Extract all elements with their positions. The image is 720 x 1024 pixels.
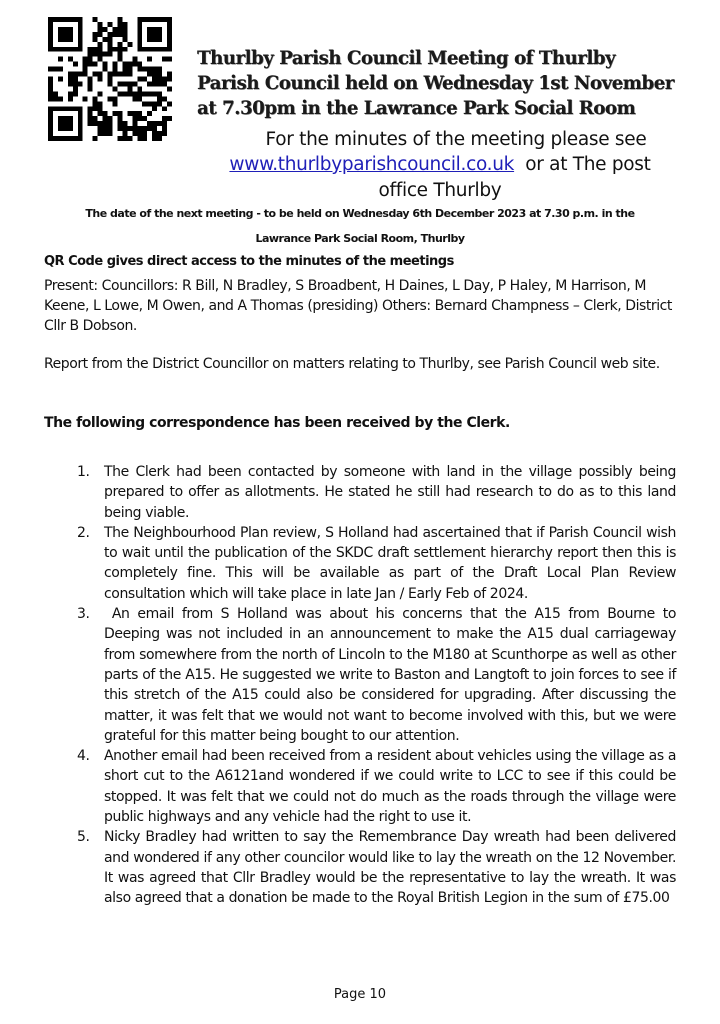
item-text: An email from S Holland was about his concerns that the A15 from Bourne to Deeping was not included in an announcement to make the A15 dual carriageway from somewhere from the north of Lincoln to the M180 at Scunthorpe as well as other parts of the A15. He suggested we write to Baston and Langtoft to join forces to see if this stretch of the A15 could also be considered for upgrading. After discussing the matter, it was felt that we would not want to become involved with this, but we were grateful for this matter being bought to our attention.	[104, 606, 681, 744]
qr-code-icon	[48, 17, 172, 141]
item-text: Another email had been received from a resident about vehicles using the village as a short cut to the A6121and wondered if we could write to LCC to see if this could be stopped. It was felt that we could not do much as the roads through the village were public highways and any vehicle had the right to use it.	[104, 748, 676, 826]
list-item	[77, 604, 681, 746]
next-meeting-line-2: Lawrance Park Social Room, Thurlby	[255, 232, 465, 245]
next-meeting-line-1: The date of the next meeting - to be held on Wednesday 6th December 2023 at 7.30 p.m. in the	[85, 207, 635, 220]
item-text: The Neighbourhood Plan review, S Holland had ascertained that if Parish Council wish to wait until the publication of the SKDC draft settlement hierarchy report then this is completely fine. This will be available as part of the Draft Local Plan Review consultation which will take place in late Jan / Early Feb of 2024.	[104, 524, 676, 602]
item-text: The Clerk had been contacted by someone with land in the village possibly being prepared to offer as allotments. He stated he still had research to do as to this land being viable.	[104, 464, 676, 521]
title-line: Thurlby Parish Council Meeting of Thurlby	[197, 48, 616, 69]
correspondence-heading: The following correspondence has been received by the Clerk.	[44, 415, 510, 431]
item-number: 2.	[77, 524, 90, 541]
minutes-location	[180, 152, 700, 177]
list-item	[77, 523, 676, 604]
item-number: 1.	[77, 464, 90, 480]
item-number: 3.	[77, 606, 90, 623]
minutes-intro: For the minutes of the meeting please see	[265, 129, 647, 150]
list-item	[77, 462, 676, 523]
post-office-text-2: office Thurlby	[378, 180, 502, 201]
post-office-text: or at The post	[514, 154, 651, 175]
qr-note: QR Code gives direct access to the minutes of the meetings	[44, 254, 454, 269]
list-item	[77, 827, 676, 908]
district-report: Report from the District Councillor on matters relating to Thurlby, see Parish Council web site.	[44, 356, 660, 372]
title-line: Parish Council held on Wednesday 1st November	[197, 73, 674, 94]
present-list: Present: Councillors: R Bill, N Bradley, S Broadbent, H Daines, L Day, P Haley, M Harrison, M Keene, L Lowe, M Owen, and A Thomas (presiding) Others: Bernard Champness – Clerk, District Cllr B Dobson.	[44, 278, 672, 334]
page-number: Page 10	[333, 987, 387, 1002]
title-line: at 7.30pm in the Lawrance Park Social Room	[197, 98, 636, 119]
item-number: 5.	[77, 829, 90, 846]
item-number: 4.	[77, 748, 90, 765]
correspondence-list	[44, 462, 681, 909]
website-link[interactable]: www.thurlbyparishcouncil.co.uk	[229, 154, 515, 175]
item-text: Nicky Bradley had written to say the Remembrance Day wreath had been delivered and wondered if any other councilor would like to lay the wreath on the 12 November. It was agreed that Cllr Bradley would be the representative to lay the wreath. It was also agreed that a donation be made to the Royal British Legion in the sum of £75.00	[104, 829, 676, 907]
meeting-title	[197, 46, 697, 121]
list-item	[77, 746, 676, 827]
